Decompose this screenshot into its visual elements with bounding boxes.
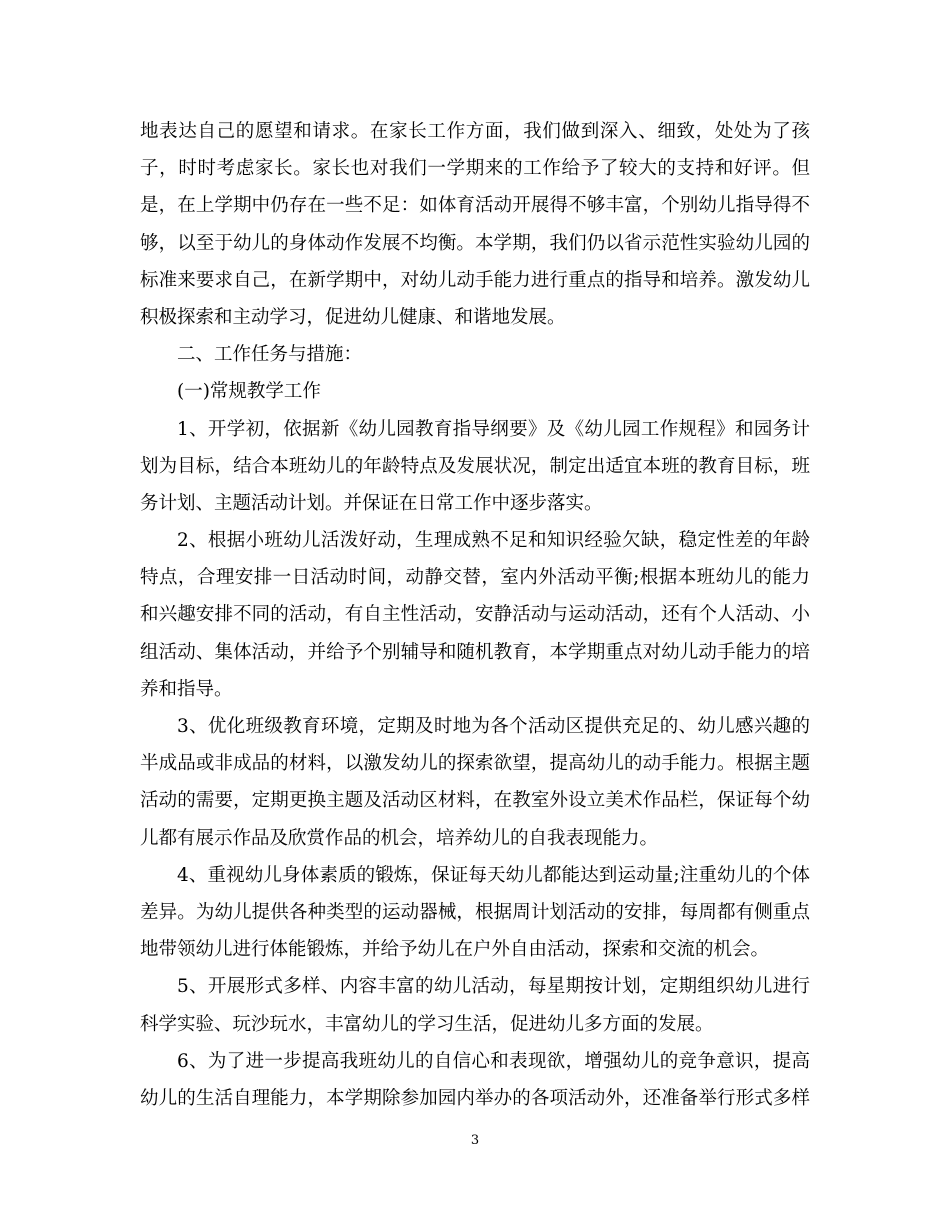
- text-line: 是，在上学期中仍存在一些不足：如体育活动开展得不够丰富，个别幼儿指导得不: [140, 195, 810, 217]
- text-line: 标准来要求自己，在新学期中，对幼儿动手能力进行重点的指导和培养。激发幼儿: [140, 269, 810, 291]
- text-line: 务计划、主题活动计划。并保证在日常工作中逐步落实。: [140, 492, 603, 514]
- section-heading: 二、工作任务与措施：: [177, 344, 363, 366]
- text-line: 1、开学初，依据新《幼儿园教育指导纲要》及《幼儿园工作规程》和园务计: [177, 418, 810, 440]
- page-number: 3: [470, 1133, 480, 1148]
- subsection-heading: (一)常规教学工作: [177, 381, 321, 403]
- text-line: 幼儿的生活自理能力，本学期除参加园内举办的各项活动外，还准备举行形式多样: [140, 1087, 810, 1109]
- text-line: 够，以至于幼儿的身体动作发展不均衡。本学期，我们仍以省示范性实验幼儿园的: [140, 232, 810, 254]
- text-line: 特点，合理安排一日活动时间，动静交替，室内外活动平衡;根据本班幼儿的能力: [140, 567, 810, 589]
- document-body: [140, 113, 810, 1117]
- text-line: 3、优化班级教育环境，定期及时地为各个活动区提供充足的、幼儿感兴趣的: [177, 716, 810, 737]
- text-line: 2、根据小班幼儿活泼好动，生理成熟不足和知识经验欠缺，稳定性差的年龄: [177, 530, 810, 552]
- text-line: 5、开展形式多样、内容丰富的幼儿活动，每星期按计划，定期组织幼儿进行: [177, 976, 810, 998]
- text-line: 组活动、集体活动，并给予个别辅导和随机教育，本学期重点对幼儿动手能力的培: [140, 641, 810, 663]
- text-line: 6、为了进一步提高我班幼儿的自信心和表现欲，增强幼儿的竞争意识，提高: [177, 1050, 810, 1072]
- text-line: 4、重视幼儿身体素质的锻炼，保证每天幼儿都能达到运动量;注重幼儿的个体: [177, 864, 810, 886]
- text-line: 半成品或非成品的材料，以激发幼儿的探索欲望，提高幼儿的动手能力。根据主题: [140, 753, 810, 775]
- text-line: 积极探索和主动学习，促进幼儿健康、和谐地发展。: [140, 306, 566, 328]
- text-line: 儿都有展示作品及欣赏作品的机会，培养幼儿的自我表现能力。: [140, 827, 659, 849]
- text-line: 差异。为幼儿提供各种类型的运动器械，根据周计划活动的安排，每周都有侧重点: [140, 901, 810, 923]
- text-line: 划为目标，结合本班幼儿的年龄特点及发展状况，制定出适宜本班的教育目标，班: [140, 455, 810, 477]
- text-line: 活动的需要，定期更换主题及活动区材料，在教室外设立美术作品栏，保证每个幼: [140, 790, 810, 812]
- text-line: 和兴趣安排不同的活动，有自主性活动，安静活动与运动活动，还有个人活动、小: [140, 604, 810, 626]
- text-line: 科学实验、玩沙玩水，丰富幼儿的学习生活，促进幼儿多方面的发展。: [140, 1013, 714, 1035]
- text-line: 地表达自己的愿望和请求。在家长工作方面，我们做到深入、细致，处处为了孩: [140, 121, 810, 142]
- text-line: 地带领幼儿进行体能锻炼，并给予幼儿在户外自由活动，探索和交流的机会。: [140, 939, 770, 961]
- text-line: 养和指导。: [140, 678, 233, 700]
- text-line: 子，时时考虑家长。家长也对我们一学期来的工作给予了较大的支持和好评。但: [140, 158, 810, 180]
